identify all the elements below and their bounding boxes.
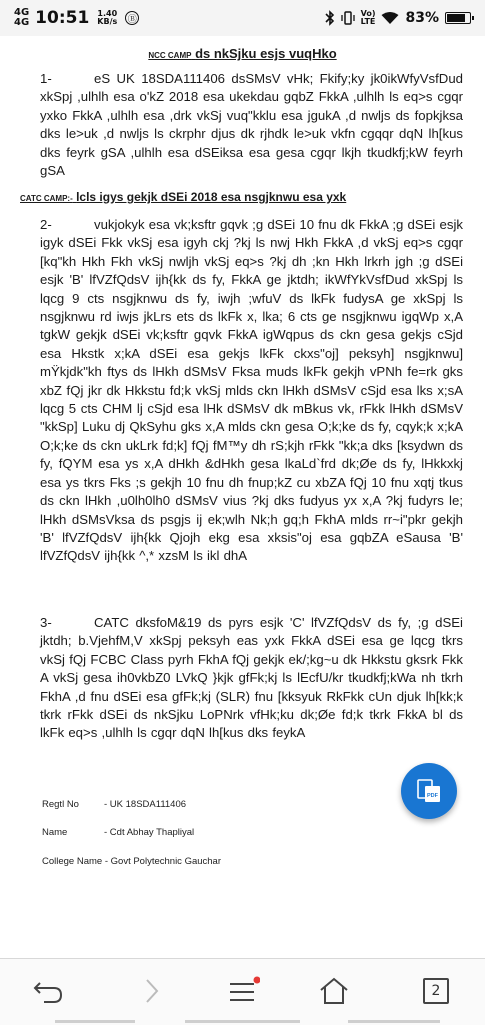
name-row bbox=[42, 827, 194, 838]
home-icon bbox=[318, 976, 350, 1006]
paragraph-3-text: CATC dksfoM&19 ds pyrs esjk 'C' lfVZfQdsV ds fy, ;g dSEi jktdh; b.VjehfM,V xkSpj peksyh eas yxk FkkA dSEi esa ge lqcg tkrs vkSj fQj FCBC Class pyrh FkhA fQj gekjk ek/;kg~u dk Hkkstu gksrk Fkk A vkSj gesa ih0vkbZ0 LVkQ }kjk gfFk;kj ls lEcfU/kr tkudkfj;kWa nh tkrh FkhA ,d fnu dSEi esa gfFk;kj (SLR) fnu [kksyuk RkFkk cUn djuk lh[kk;k tkrk rFkk dSEi ds nkSjku LoPNrk vfHk;ku dk;Øe fd;k tkrk FkkA bl ds lkFk eq>s ,ulhlh ls cgqr dqN lh[kus dks feykA bbox=[40, 615, 463, 741]
college-value: - Govt Polytechnic Gauchar bbox=[104, 856, 222, 867]
browser-toolbar bbox=[0, 958, 485, 1025]
clock: 10:51 bbox=[35, 8, 90, 28]
back-button[interactable] bbox=[26, 971, 70, 1011]
tabs-button[interactable] bbox=[414, 971, 458, 1011]
vibrate-icon bbox=[341, 11, 355, 25]
signal-label-2: 4G bbox=[14, 17, 30, 28]
network-speed-value: 1.40 bbox=[97, 9, 118, 18]
college-row bbox=[42, 856, 221, 867]
paragraph-2-text: vukjokyk esa vk;ksftr gqvk ;g dSEi 10 fnu dk FkkA ;g dSEi esjk igyk dSEi Fkk vkSj esa igyh ckj ?kj ls nwj Hkh FkkA ,d vkSj eq>s cgqr [kq"kh Hkh Fkh vkSj nwljh vkSj eq>s ?kj dh ;kn Hkh lrkrh jgh ;g dSEi esjk 'B' lfVZfQdsV ijh{kk ds fy, FkkA ge jktdh; ikWfYkVsfDud xkSpj ls lqcg 9 cts nsgjknwu ds fy, iwjh ;wfuV ds lkFk fudysA ge xkSpj ls nsgjknwu rd iwjs jkLrs ets ds lkFk x, lka; 6 cts ge nsgjknwu igqWp x,A tgkW gekjk dSEi vk;ksftr gqvk FkkA igWqpus ds ckn gesa gekjs cSjd esa Hkstk x;kA dSEi esa gekjs lkFk ckxs"oj] peksyh] nsgjknwu] mŸkjdk"kh ftys ds lHkh dSMsV Fksa muds lkFk gekjh vPNh fe=rk gks xbZ fQj jkr dk Hkkstu fd;k vkSj mlds ckn lHkh dSMsV cSjd esa lks x;sA lqcg 5 cts CHM lj cSjd esa lHk dSMsV dk mBkus vk, rFkk lHkh dSMsV "kkSp] Luku dj QkSyhu gks x,A mlds ckn gesa O;k;ke ds fy, cqyk;k x;kA O;k;ke ds ckn ukLrk fd;k] fQj fM™y dh rS;kjh rFkk "kk;a dks [ksydwn ds fy, fQYM esa ys x,A dHkh &dHkh gesa lkaLd`frd dk;Øe ds fy, lHkkxkj esa ys tkrs Fks ;s gekjh 10 fnu dh fnup;kZ cu xbZA fQj 10 fnu xqtj tkus ds ckn lHkh ,u0lh0lh0 dSMsV vius ?kj dks fudyus yx x,A ?kj fudyrs le; lHkh dSMsVksa ds psgjs ij ek;wlh Nk;h gq;h FkhA mlds rr~i"pkr gekjh 'B' lfVZfQdsV ijh{kk Qjojh ekg esa xksis"oj esa gqbZA eSausa 'B' lfVZfQdsV ijh{kk ^,* xzsM ls ikl dhA bbox=[40, 217, 463, 564]
tabs-count-icon bbox=[423, 978, 449, 1004]
pdf-convert-icon bbox=[414, 776, 444, 806]
forward-chevron-icon bbox=[142, 976, 162, 1006]
paragraph-1 bbox=[40, 70, 463, 180]
volte-top: Vo) bbox=[360, 9, 376, 18]
paragraph-3 bbox=[40, 614, 463, 743]
wifi-icon bbox=[381, 11, 399, 25]
home-button[interactable] bbox=[312, 971, 356, 1011]
forward-button[interactable] bbox=[130, 971, 174, 1011]
college-label: College Name bbox=[42, 856, 103, 867]
paragraph-2-number: 2- bbox=[40, 217, 52, 232]
signal-label: 4G bbox=[14, 7, 30, 18]
paragraph-2 bbox=[40, 216, 463, 566]
network-speed bbox=[97, 10, 117, 26]
paragraph-1-text: eS UK 18SDA111406 dsSMsV vHk; Fkify;ky jk0ikWfyVsfDud xkSpj ,ulhlh esa o'kZ 2018 esa ukekdau gqbZ FkkA ,ulhlh ls eq>s cgqr yxko FkkA ,ulhlh esa ,drk vkSj vuq"kklu esa jgukA ,d nwljs ds fopkjksa dks le>uk ,d nwljs ls ckrphr djus dk rjhdk le>uk vkfn cgqqr dqN lh[kus dks feyrk gSA ,ulhlh esa dSEiksa esa gesa cgqr lkjh tkudkfj;kW feyrh gSA bbox=[40, 71, 463, 179]
scroll-indicator-3 bbox=[348, 1020, 440, 1023]
title-prefix: NCC CAMP bbox=[148, 51, 192, 60]
name-value: - Cdt Abhay Thapliyal bbox=[104, 827, 195, 838]
section-heading-prefix: CATC CAMP:- bbox=[20, 194, 73, 203]
status-bar bbox=[0, 0, 485, 36]
volte-bottom: LTE bbox=[360, 17, 376, 26]
volte-indicator bbox=[361, 10, 376, 26]
regtl-value: - UK 18SDA111406 bbox=[104, 799, 187, 810]
document-view[interactable] bbox=[0, 36, 485, 958]
scroll-indicator-2 bbox=[185, 1020, 300, 1023]
document-title bbox=[0, 46, 485, 61]
battery-fill bbox=[447, 14, 465, 22]
network-speed-unit: KB/s bbox=[97, 17, 118, 26]
section-heading bbox=[20, 190, 465, 204]
scroll-indicator-1 bbox=[55, 1020, 135, 1023]
signal-indicator bbox=[14, 8, 29, 28]
svg-text:PDF: PDF bbox=[427, 793, 438, 799]
back-arrow-icon bbox=[32, 977, 64, 1005]
section-heading-text: lcls igys gekjk dSEi 2018 esa nsgjknwu esa yxk bbox=[76, 190, 347, 204]
battery-percent: 83% bbox=[405, 10, 439, 26]
regtl-row bbox=[42, 799, 186, 810]
tabs-count: 2 bbox=[431, 983, 441, 999]
paragraph-3-number: 3- bbox=[40, 615, 52, 630]
pdf-convert-button[interactable] bbox=[401, 763, 457, 819]
name-label: Name bbox=[42, 827, 68, 838]
paragraph-1-number: 1- bbox=[40, 71, 52, 86]
menu-button[interactable] bbox=[221, 971, 265, 1011]
battery-icon bbox=[445, 12, 471, 24]
notification-b-icon: Ⓑ bbox=[125, 11, 139, 25]
bluetooth-icon bbox=[325, 10, 335, 26]
title-main: ds nkSjku esjs vuqHko bbox=[195, 46, 337, 61]
regtl-label: Regtl No bbox=[42, 799, 79, 810]
menu-icon bbox=[226, 976, 260, 1006]
